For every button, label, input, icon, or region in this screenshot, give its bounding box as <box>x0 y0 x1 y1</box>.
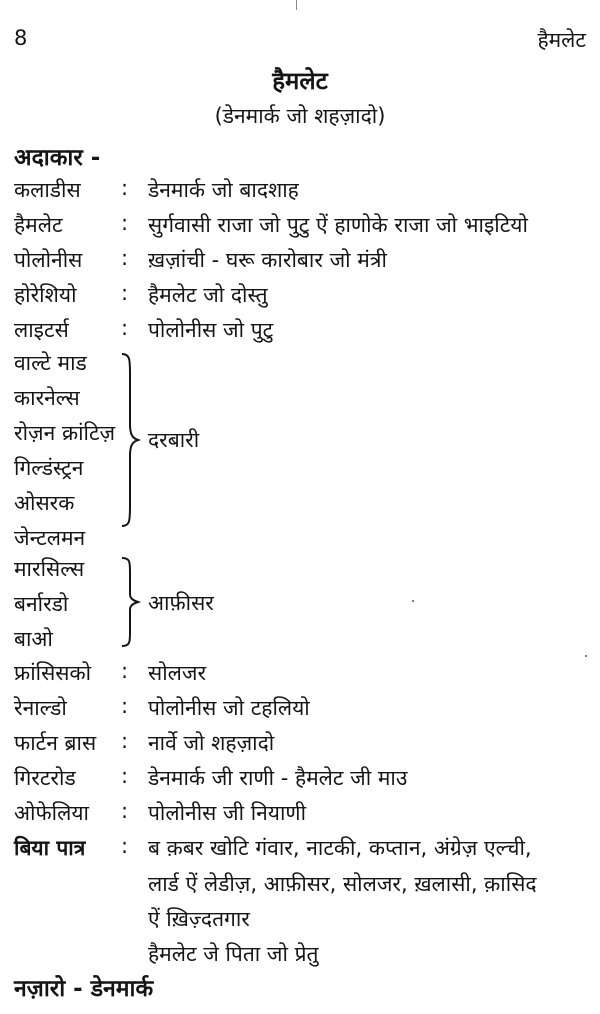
separator: : <box>121 834 129 858</box>
separator: : <box>121 764 129 788</box>
cast-row <box>0 211 600 247</box>
courtiers-brace <box>116 352 142 528</box>
character-role: पोलोनीस जो टहलियो <box>148 696 310 720</box>
cast-row <box>0 694 600 730</box>
character-role: हैमलेट जो दोस्तु <box>148 283 268 307</box>
separator: : <box>121 316 129 340</box>
character-name: हैमलेट <box>14 213 63 237</box>
character-name: होरेशियो <box>14 283 77 307</box>
character-role: नार्वे जो शहज़ादो <box>148 731 275 755</box>
character-name: फ्रांसिसको <box>14 661 92 685</box>
character-name: गिरटरोड <box>14 766 76 790</box>
courtiers-label: दरबारी <box>148 428 200 452</box>
cast-row <box>0 659 600 695</box>
other-characters-row <box>0 834 600 870</box>
separator: : <box>121 799 129 823</box>
officer-name: बर्नारडो <box>14 592 69 616</box>
courtier-name: गिल्डंस्ट्रन <box>14 456 84 480</box>
page-number: 8 <box>14 26 28 50</box>
cast-row <box>0 729 600 765</box>
scan-speck <box>412 600 414 602</box>
character-name: लाइटर्स <box>14 318 69 342</box>
scene-line: नज़ारो - डेनमार्क <box>14 976 154 1002</box>
officer-name: मारसिल्स <box>14 557 85 581</box>
other-characters-line: लार्ड ऐं लेडीज़, आफ़ीसर, सोलजर, ख़लासी, क़ासिद <box>148 872 537 896</box>
character-role: ख़ज़ांची - घरू कारोबार जो मंत्री <box>148 248 387 272</box>
courtier-name: कारनेल्स <box>14 386 80 410</box>
separator: : <box>121 281 129 305</box>
character-name: पोलोनीस <box>14 248 83 272</box>
character-name: कलाडीस <box>14 178 81 202</box>
officers-label: आफ़ीसर <box>148 591 214 615</box>
other-characters-line: हैमलेट जे पिता जो प्रेतु <box>148 942 319 966</box>
other-characters-line: ऐं ख़िज़्दतगार <box>148 907 250 931</box>
character-role: डेनमार्क जी राणी - हैमलेट जी माउ <box>148 766 408 790</box>
character-name: ओफेलिया <box>14 801 89 825</box>
running-title: हैमलेट <box>537 28 586 52</box>
character-role: सोलजर <box>148 661 207 685</box>
cast-heading: अदाकार - <box>14 145 101 171</box>
character-role: डेनमार्क जो बादशाह <box>148 178 299 202</box>
other-characters-line: ब क़बर खोटि गंवार, नाटकी, कप्तान, अंग्रेज़ एल्ची, <box>148 836 532 860</box>
page-subtitle: (डेनमार्क जो शहज़ादो) <box>214 104 386 128</box>
character-role: पोलोनीस जी नियाणी <box>148 801 307 825</box>
separator: : <box>121 211 129 235</box>
officer-name: बाओ <box>14 627 53 651</box>
cast-row <box>0 316 600 352</box>
officers-brace <box>116 556 142 648</box>
scan-speck <box>585 655 587 657</box>
separator: : <box>121 246 129 270</box>
separator: : <box>121 694 129 718</box>
courtier-name: ओसरक <box>14 491 75 515</box>
separator: : <box>121 729 129 753</box>
cast-row <box>0 764 600 800</box>
cast-row <box>0 281 600 317</box>
courtier-name: जेन्टलमन <box>14 526 86 550</box>
courtier-name: वाल्टे माड <box>14 351 87 375</box>
character-name: फार्टन ब्रास <box>14 731 97 755</box>
page-title: हैमलेट <box>272 67 328 95</box>
separator: : <box>121 176 129 200</box>
page-crease <box>296 0 297 10</box>
courtier-name: रोज़न क्रांटिज़ <box>14 421 116 445</box>
character-role: पोलोनीस जो पुटु <box>148 318 274 342</box>
cast-row <box>0 246 600 282</box>
cast-row <box>0 799 600 835</box>
character-role: सुर्गवासी राजा जो पुटु ऐं हाणोके राजा जो भाइटियो <box>148 213 528 237</box>
separator: : <box>121 659 129 683</box>
cast-row <box>0 176 600 212</box>
character-name: रेनाल्डो <box>14 696 67 720</box>
other-characters-heading: बिया पात्र <box>14 836 86 860</box>
